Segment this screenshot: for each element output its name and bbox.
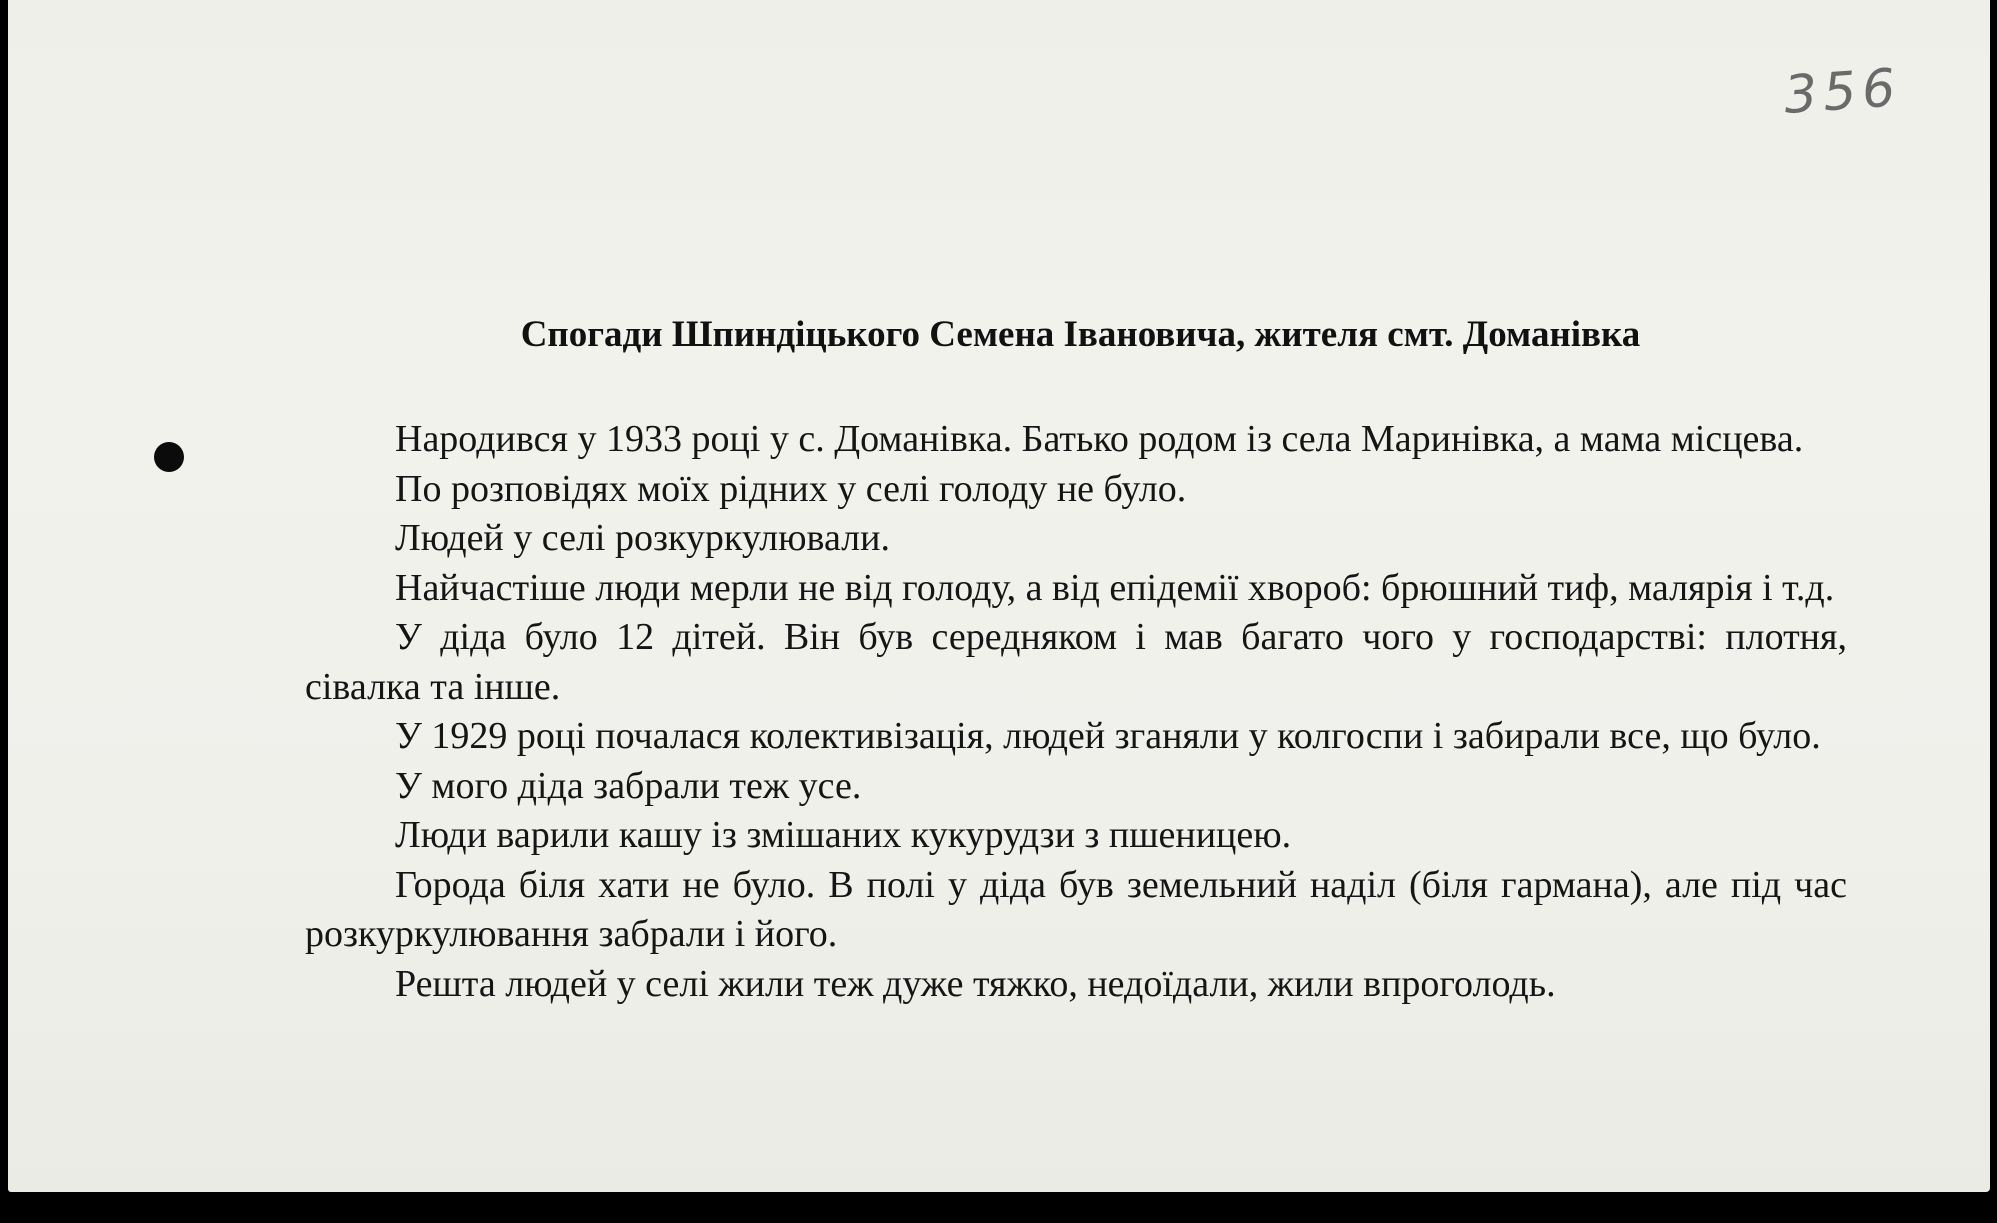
handwritten-page-number: 356: [1782, 57, 1904, 127]
paragraph: Найчастіше люди мерли не від голоду, а від епідемії хвороб: брюшний тиф, малярія і т.д.: [395, 566, 1835, 609]
paragraph: У 1929 році почалася колективізація, людей зганяли у колгоспи і забирали все, що було.: [395, 715, 1821, 757]
paragraph: Народився у 1933 році у с. Доманівка. Батько родом із села Маринівка, а мама місцева.: [395, 418, 1804, 460]
document-page: [8, 0, 1990, 1192]
paragraph: Люди варили кашу із змішаних кукурудзи з пшеницею.: [395, 814, 1292, 856]
paragraph: У діда було 12 дітей. Він був середняком і мав багато чого у господарстві: плотня, сівалка та інше.: [305, 616, 1847, 708]
paragraph: По розповідях моїх рідних у селі голоду не було.: [395, 467, 1187, 510]
punch-hole: [154, 442, 184, 472]
paragraph: Решта людей у селі жили теж дуже тяжко, недоїдали, жили впроголодь.: [395, 962, 1556, 1005]
paragraph: Города біля хати не було. В полі у діда був земельний наділ (біля гармана), але під час розкуркулювання забрали і його.: [305, 863, 1847, 955]
document-title: Спогади Шпиндіцького Семена Івановича, жителя смт. Доманівка: [520, 314, 1641, 355]
document-body: [305, 415, 1847, 1009]
paragraph: У мого діда забрали теж усе.: [395, 764, 862, 807]
paragraph: Людей у селі розкуркулювали.: [395, 517, 890, 559]
